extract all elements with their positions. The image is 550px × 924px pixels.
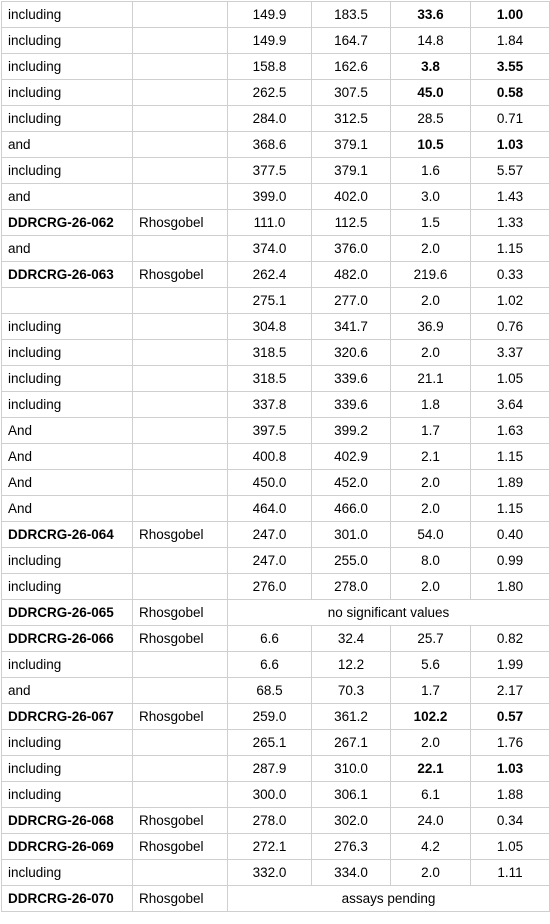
table-row — [2, 626, 550, 652]
interval-cell: 2.0 — [391, 574, 471, 600]
hole-id-cell: And — [2, 418, 133, 444]
to-cell: 341.7 — [312, 314, 391, 340]
table-row — [2, 80, 550, 106]
from-cell: 377.5 — [228, 158, 312, 184]
table-row — [2, 600, 550, 626]
from-cell: 68.5 — [228, 678, 312, 704]
from-cell: 304.8 — [228, 314, 312, 340]
hole-id-cell: including — [2, 106, 133, 132]
interval-cell: 1.7 — [391, 678, 471, 704]
table-row — [2, 2, 550, 28]
project-cell — [133, 444, 228, 470]
from-cell: 400.8 — [228, 444, 312, 470]
table-row — [2, 314, 550, 340]
to-cell: 482.0 — [312, 262, 391, 288]
interval-cell: 2.0 — [391, 496, 471, 522]
project-cell — [133, 28, 228, 54]
grade-cell: 1.43 — [471, 184, 550, 210]
hole-id-cell: and — [2, 184, 133, 210]
project-cell — [133, 158, 228, 184]
table-row — [2, 236, 550, 262]
interval-cell: 2.1 — [391, 444, 471, 470]
to-cell: 312.5 — [312, 106, 391, 132]
interval-cell: 21.1 — [391, 366, 471, 392]
interval-cell: 4.2 — [391, 834, 471, 860]
table-row — [2, 184, 550, 210]
to-cell: 307.5 — [312, 80, 391, 106]
project-cell — [133, 678, 228, 704]
hole-id-cell: DDRCRG-26-067 — [2, 704, 133, 730]
grade-cell: 1.15 — [471, 496, 550, 522]
table-row — [2, 678, 550, 704]
project-cell: Rhosgobel — [133, 600, 228, 626]
grade-cell: 1.84 — [471, 28, 550, 54]
table-row — [2, 54, 550, 80]
from-cell: 450.0 — [228, 470, 312, 496]
table-row — [2, 470, 550, 496]
hole-id-cell: including — [2, 574, 133, 600]
project-cell — [133, 470, 228, 496]
to-cell: 278.0 — [312, 574, 391, 600]
from-cell: 259.0 — [228, 704, 312, 730]
table-row — [2, 574, 550, 600]
hole-id-cell: including — [2, 392, 133, 418]
to-cell: 402.0 — [312, 184, 391, 210]
to-cell: 164.7 — [312, 28, 391, 54]
grade-cell: 0.99 — [471, 548, 550, 574]
project-cell — [133, 756, 228, 782]
hole-id-cell: and — [2, 132, 133, 158]
to-cell: 277.0 — [312, 288, 391, 314]
hole-id-cell — [2, 288, 133, 314]
from-cell: 278.0 — [228, 808, 312, 834]
interval-cell: 33.6 — [391, 2, 471, 28]
interval-cell: 3.0 — [391, 184, 471, 210]
grade-cell: 0.33 — [471, 262, 550, 288]
hole-id-cell: DDRCRG-26-063 — [2, 262, 133, 288]
grade-cell: 2.17 — [471, 678, 550, 704]
table-row — [2, 808, 550, 834]
project-cell — [133, 574, 228, 600]
table-row — [2, 288, 550, 314]
grade-cell: 1.15 — [471, 444, 550, 470]
from-cell: 300.0 — [228, 782, 312, 808]
table-row — [2, 730, 550, 756]
from-cell: 276.0 — [228, 574, 312, 600]
grade-cell: 1.89 — [471, 470, 550, 496]
hole-id-cell: DDRCRG-26-069 — [2, 834, 133, 860]
grade-cell: 3.64 — [471, 392, 550, 418]
from-cell: 111.0 — [228, 210, 312, 236]
interval-cell: 5.6 — [391, 652, 471, 678]
from-cell: 247.0 — [228, 548, 312, 574]
to-cell: 302.0 — [312, 808, 391, 834]
to-cell: 310.0 — [312, 756, 391, 782]
to-cell: 361.2 — [312, 704, 391, 730]
interval-cell: 25.7 — [391, 626, 471, 652]
grade-cell: 0.58 — [471, 80, 550, 106]
table-row — [2, 106, 550, 132]
to-cell: 379.1 — [312, 132, 391, 158]
hole-id-cell: including — [2, 314, 133, 340]
hole-id-cell: DDRCRG-26-065 — [2, 600, 133, 626]
project-cell — [133, 392, 228, 418]
project-cell — [133, 132, 228, 158]
interval-cell: 2.0 — [391, 236, 471, 262]
table-row — [2, 392, 550, 418]
table-row — [2, 262, 550, 288]
project-cell — [133, 782, 228, 808]
interval-cell: 219.6 — [391, 262, 471, 288]
to-cell: 162.6 — [312, 54, 391, 80]
table-row — [2, 366, 550, 392]
interval-cell: 54.0 — [391, 522, 471, 548]
interval-cell: 22.1 — [391, 756, 471, 782]
grade-cell: 1.05 — [471, 366, 550, 392]
grade-cell: 1.80 — [471, 574, 550, 600]
hole-id-cell: And — [2, 444, 133, 470]
project-cell — [133, 184, 228, 210]
interval-cell: 6.1 — [391, 782, 471, 808]
to-cell: 399.2 — [312, 418, 391, 444]
to-cell: 320.6 — [312, 340, 391, 366]
hole-id-cell: including — [2, 28, 133, 54]
from-cell: 6.6 — [228, 626, 312, 652]
grade-cell: 0.34 — [471, 808, 550, 834]
from-cell: 149.9 — [228, 28, 312, 54]
grade-cell: 1.63 — [471, 418, 550, 444]
to-cell: 70.3 — [312, 678, 391, 704]
interval-cell: 3.8 — [391, 54, 471, 80]
interval-cell: 2.0 — [391, 730, 471, 756]
table-row — [2, 756, 550, 782]
grade-cell: 1.33 — [471, 210, 550, 236]
from-cell: 368.6 — [228, 132, 312, 158]
from-cell: 318.5 — [228, 366, 312, 392]
to-cell: 339.6 — [312, 366, 391, 392]
grade-cell: 1.15 — [471, 236, 550, 262]
hole-id-cell: including — [2, 730, 133, 756]
project-cell — [133, 2, 228, 28]
hole-id-cell: including — [2, 2, 133, 28]
project-cell — [133, 106, 228, 132]
hole-id-cell: And — [2, 496, 133, 522]
from-cell: 337.8 — [228, 392, 312, 418]
table-row — [2, 886, 550, 912]
from-cell: 374.0 — [228, 236, 312, 262]
interval-cell: 1.5 — [391, 210, 471, 236]
hole-id-cell: including — [2, 366, 133, 392]
project-cell: Rhosgobel — [133, 886, 228, 912]
to-cell: 376.0 — [312, 236, 391, 262]
to-cell: 402.9 — [312, 444, 391, 470]
hole-id-cell: including — [2, 54, 133, 80]
hole-id-cell: including — [2, 782, 133, 808]
grade-cell: 1.02 — [471, 288, 550, 314]
grade-cell: 1.03 — [471, 756, 550, 782]
from-cell: 262.5 — [228, 80, 312, 106]
project-cell — [133, 730, 228, 756]
hole-id-cell: DDRCRG-26-070 — [2, 886, 133, 912]
status-note-cell: assays pending — [228, 886, 550, 912]
project-cell — [133, 80, 228, 106]
table-row — [2, 418, 550, 444]
from-cell: 464.0 — [228, 496, 312, 522]
table-row — [2, 340, 550, 366]
hole-id-cell: and — [2, 678, 133, 704]
from-cell: 247.0 — [228, 522, 312, 548]
table-row — [2, 496, 550, 522]
project-cell: Rhosgobel — [133, 210, 228, 236]
hole-id-cell: DDRCRG-26-068 — [2, 808, 133, 834]
interval-cell: 45.0 — [391, 80, 471, 106]
table-row — [2, 444, 550, 470]
table-body — [2, 2, 550, 912]
project-cell: Rhosgobel — [133, 262, 228, 288]
interval-cell: 2.0 — [391, 470, 471, 496]
grade-cell: 1.00 — [471, 2, 550, 28]
grade-cell: 1.05 — [471, 834, 550, 860]
hole-id-cell: including — [2, 860, 133, 886]
table-row — [2, 132, 550, 158]
project-cell — [133, 418, 228, 444]
interval-cell: 10.5 — [391, 132, 471, 158]
table-row — [2, 28, 550, 54]
interval-cell: 28.5 — [391, 106, 471, 132]
from-cell: 149.9 — [228, 2, 312, 28]
interval-cell: 24.0 — [391, 808, 471, 834]
project-cell — [133, 314, 228, 340]
grade-cell: 1.88 — [471, 782, 550, 808]
grade-cell: 1.03 — [471, 132, 550, 158]
project-cell: Rhosgobel — [133, 808, 228, 834]
project-cell: Rhosgobel — [133, 626, 228, 652]
project-cell: Rhosgobel — [133, 522, 228, 548]
grade-cell: 0.82 — [471, 626, 550, 652]
to-cell: 301.0 — [312, 522, 391, 548]
interval-cell: 36.9 — [391, 314, 471, 340]
from-cell: 272.1 — [228, 834, 312, 860]
interval-cell: 8.0 — [391, 548, 471, 574]
table-row — [2, 782, 550, 808]
project-cell — [133, 860, 228, 886]
project-cell — [133, 288, 228, 314]
interval-cell: 2.0 — [391, 860, 471, 886]
interval-cell: 14.8 — [391, 28, 471, 54]
grade-cell: 1.11 — [471, 860, 550, 886]
interval-cell: 1.6 — [391, 158, 471, 184]
grade-cell: 5.57 — [471, 158, 550, 184]
to-cell: 452.0 — [312, 470, 391, 496]
project-cell — [133, 340, 228, 366]
from-cell: 399.0 — [228, 184, 312, 210]
hole-id-cell: and — [2, 236, 133, 262]
project-cell — [133, 496, 228, 522]
to-cell: 339.6 — [312, 392, 391, 418]
from-cell: 332.0 — [228, 860, 312, 886]
project-cell — [133, 652, 228, 678]
hole-id-cell: DDRCRG-26-062 — [2, 210, 133, 236]
interval-cell: 1.8 — [391, 392, 471, 418]
hole-id-cell: including — [2, 80, 133, 106]
from-cell: 262.4 — [228, 262, 312, 288]
table-row — [2, 834, 550, 860]
grade-cell: 3.55 — [471, 54, 550, 80]
from-cell: 284.0 — [228, 106, 312, 132]
to-cell: 379.1 — [312, 158, 391, 184]
to-cell: 276.3 — [312, 834, 391, 860]
grade-cell: 0.40 — [471, 522, 550, 548]
table-row — [2, 548, 550, 574]
hole-id-cell: including — [2, 652, 133, 678]
grade-cell: 1.99 — [471, 652, 550, 678]
from-cell: 318.5 — [228, 340, 312, 366]
from-cell: 397.5 — [228, 418, 312, 444]
from-cell: 275.1 — [228, 288, 312, 314]
table-row — [2, 210, 550, 236]
to-cell: 112.5 — [312, 210, 391, 236]
grade-cell: 0.71 — [471, 106, 550, 132]
hole-id-cell: including — [2, 756, 133, 782]
to-cell: 32.4 — [312, 626, 391, 652]
grade-cell: 3.37 — [471, 340, 550, 366]
interval-cell: 102.2 — [391, 704, 471, 730]
from-cell: 158.8 — [228, 54, 312, 80]
interval-cell: 2.0 — [391, 340, 471, 366]
interval-cell: 2.0 — [391, 288, 471, 314]
hole-id-cell: including — [2, 548, 133, 574]
grade-cell: 0.57 — [471, 704, 550, 730]
table-row — [2, 704, 550, 730]
hole-id-cell: DDRCRG-26-064 — [2, 522, 133, 548]
to-cell: 334.0 — [312, 860, 391, 886]
from-cell: 6.6 — [228, 652, 312, 678]
table-row — [2, 860, 550, 886]
project-cell: Rhosgobel — [133, 834, 228, 860]
table-row — [2, 158, 550, 184]
table-row — [2, 652, 550, 678]
from-cell: 265.1 — [228, 730, 312, 756]
to-cell: 306.1 — [312, 782, 391, 808]
status-note-cell: no significant values — [228, 600, 550, 626]
project-cell — [133, 236, 228, 262]
hole-id-cell: DDRCRG-26-066 — [2, 626, 133, 652]
hole-id-cell: including — [2, 340, 133, 366]
grade-cell: 1.76 — [471, 730, 550, 756]
to-cell: 466.0 — [312, 496, 391, 522]
interval-cell: 1.7 — [391, 418, 471, 444]
to-cell: 183.5 — [312, 2, 391, 28]
hole-id-cell: including — [2, 158, 133, 184]
project-cell — [133, 366, 228, 392]
project-cell — [133, 54, 228, 80]
to-cell: 255.0 — [312, 548, 391, 574]
to-cell: 12.2 — [312, 652, 391, 678]
drill-results-table — [1, 1, 550, 912]
project-cell — [133, 548, 228, 574]
table-row — [2, 522, 550, 548]
to-cell: 267.1 — [312, 730, 391, 756]
hole-id-cell: And — [2, 470, 133, 496]
project-cell: Rhosgobel — [133, 704, 228, 730]
grade-cell: 0.76 — [471, 314, 550, 340]
from-cell: 287.9 — [228, 756, 312, 782]
